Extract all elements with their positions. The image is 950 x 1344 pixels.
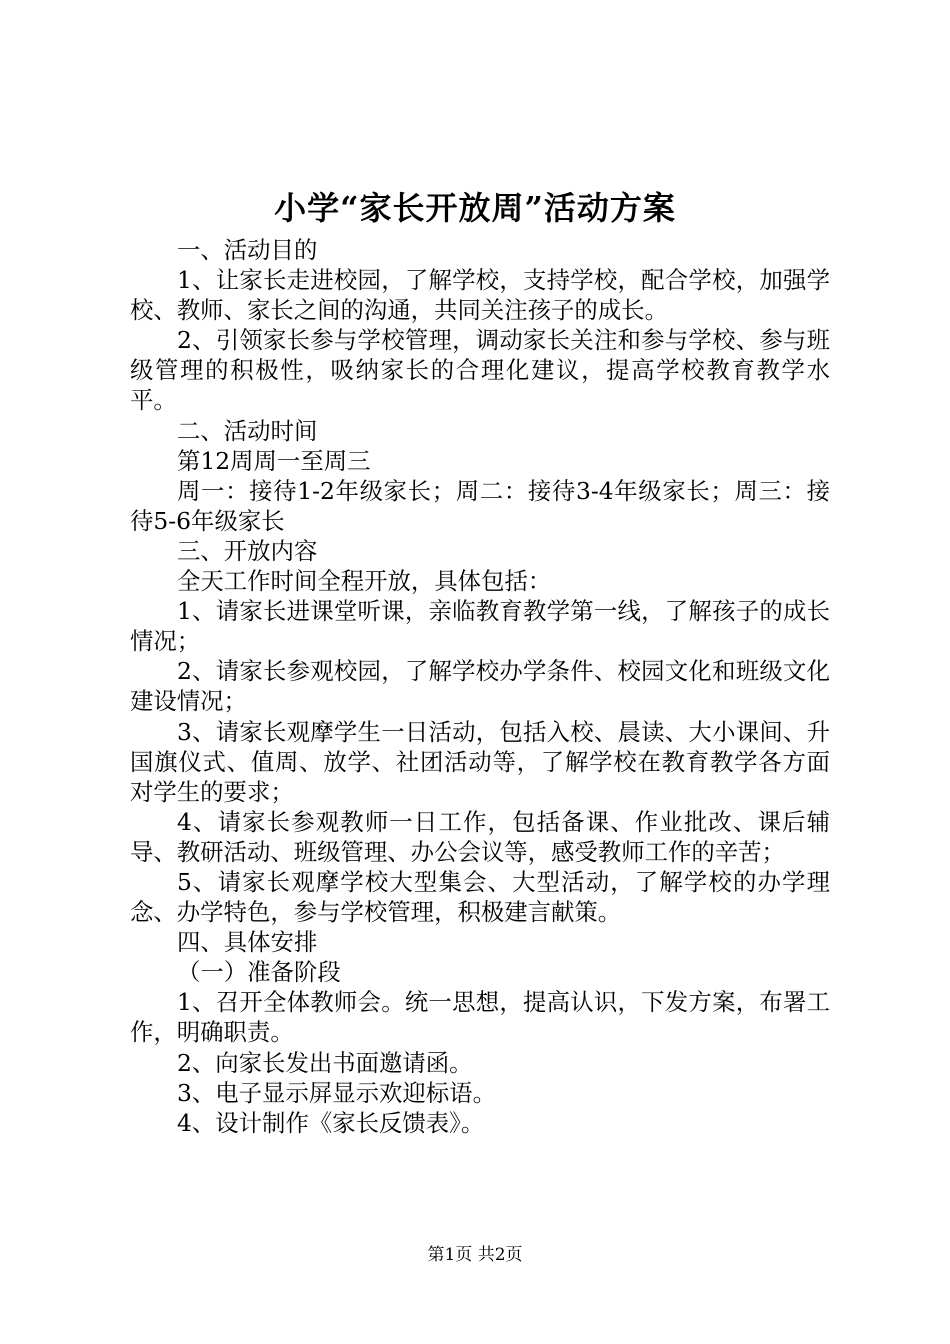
subsection-heading: （一）准备阶段 xyxy=(177,958,341,987)
paragraph: 5、请家长观摩学校大型集会、大型活动，了解学校的办学理念、办学特色，参与学校管理，积极建言献策。 xyxy=(130,867,830,927)
document-title: 小学“家长开放周”活动方案 xyxy=(274,189,676,227)
section-heading-purpose: 一、活动目的 xyxy=(177,236,318,264)
paragraph: 周一：接待1-2年级家长；周二：接待3-4年级家长；周三：接待5-6年级家长 xyxy=(130,476,830,535)
paragraph: 4、设计制作《家长反馈表》。 xyxy=(177,1108,485,1137)
page-footer: 第1页 共2页 xyxy=(427,1245,523,1265)
paragraph: 3、请家长观摩学生一日活动，包括入校、晨读、大小课间、升国旗仪式、值周、放学、社团活动等，了解学校在教育教学各方面对学生的要求； xyxy=(130,717,830,806)
paragraph: 2、向家长发出书面邀请函。 xyxy=(177,1048,473,1077)
paragraph: 1、让家长走进校园，了解学校，支持学校，配合学校，加强学校、教师、家长之间的沟通，共同关注孩子的成长。 xyxy=(130,266,830,325)
paragraph: 2、请家长参观校园，了解学校办学条件、校园文化和班级文化建设情况； xyxy=(130,657,830,716)
paragraph: 2、引领家长参与学校管理，调动家长关注和参与学校、参与班级管理的积极性，吸纳家长的合理化建议，提高学校教育教学水平。 xyxy=(130,326,830,415)
document-body xyxy=(130,235,830,1138)
paragraph: 1、召开全体教师会。统一思想，提高认识，下发方案，布署工作，明确职责。 xyxy=(130,988,830,1047)
paragraph: 1、请家长进课堂听课，亲临教育教学第一线，了解孩子的成长情况； xyxy=(130,597,830,656)
paragraph: 第12周周一至周三 xyxy=(177,446,371,475)
section-heading-arrangement: 四、具体安排 xyxy=(177,928,318,957)
section-heading-time: 二、活动时间 xyxy=(177,416,318,445)
paragraph: 3、电子显示屏显示欢迎标语。 xyxy=(177,1078,496,1107)
paragraph: 全天工作时间全程开放，具体包括： xyxy=(177,567,552,596)
section-heading-content: 三、开放内容 xyxy=(177,536,318,565)
paragraph: 4、请家长参观教师一日工作，包括备课、作业批改、课后辅导、教研活动、班级管理、办公会议等，感受教师工作的辛苦； xyxy=(130,807,830,866)
